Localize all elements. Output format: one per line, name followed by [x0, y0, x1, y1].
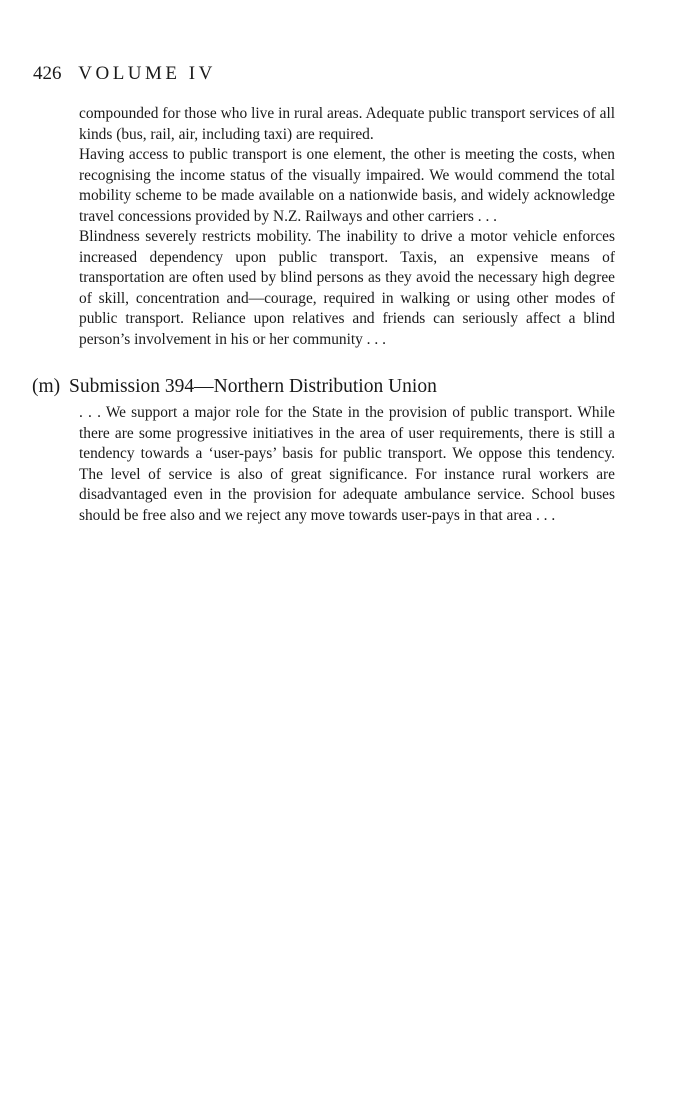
quoted-submission-text [79, 104, 615, 350]
page-header [33, 62, 216, 86]
submission-heading [32, 375, 437, 399]
paragraph-blindness-mobility: Blindness severely restricts mobility. The inability to drive a motor vehicle enforces increased dependency upon public transport. Taxis, an expensive means of transportation are often used by blind persons as they avoid the necessary high degree of skill, concentration and—courage, required in walking or using other modes of public transport. Reliance upon relatives and friends can seriously affect a blind person’s involvement in his or her community . . . [79, 228, 615, 348]
submission-title: Submission 394—Northern Distribution Union [69, 376, 437, 397]
paragraph-transport-costs: Having access to public transport is one element, the other is meeting the costs, when recognising the income status of the visually impaired. We would commend the total mobility scheme to be made available on a nationwide basis, and widely acknowledge travel concessions provided by N.Z. Railways and other carriers . . . [79, 146, 615, 225]
paragraph-state-role: . . . We support a major role for the State in the provision of public transport. While there are some progressive initiatives in the area of user requirements, there is still a tendency towards a ‘user-pays’ basis for public transport. We oppose this tendency. The level of service is also of great significance. For instance rural workers are disadvantaged even in the provision for adequate ambulance service. School buses should be free also and we reject any move towards user-pays in that area . . . [79, 404, 615, 524]
paragraph-rural-transport: compounded for those who live in rural areas. Adequate public transport services of all kinds (bus, rail, air, including taxi) are required. [79, 105, 615, 143]
submission-quote [79, 403, 615, 526]
page-number: 426 [33, 63, 62, 84]
submission-label: (m) [32, 376, 61, 397]
running-title: VOLUME IV [78, 63, 216, 84]
